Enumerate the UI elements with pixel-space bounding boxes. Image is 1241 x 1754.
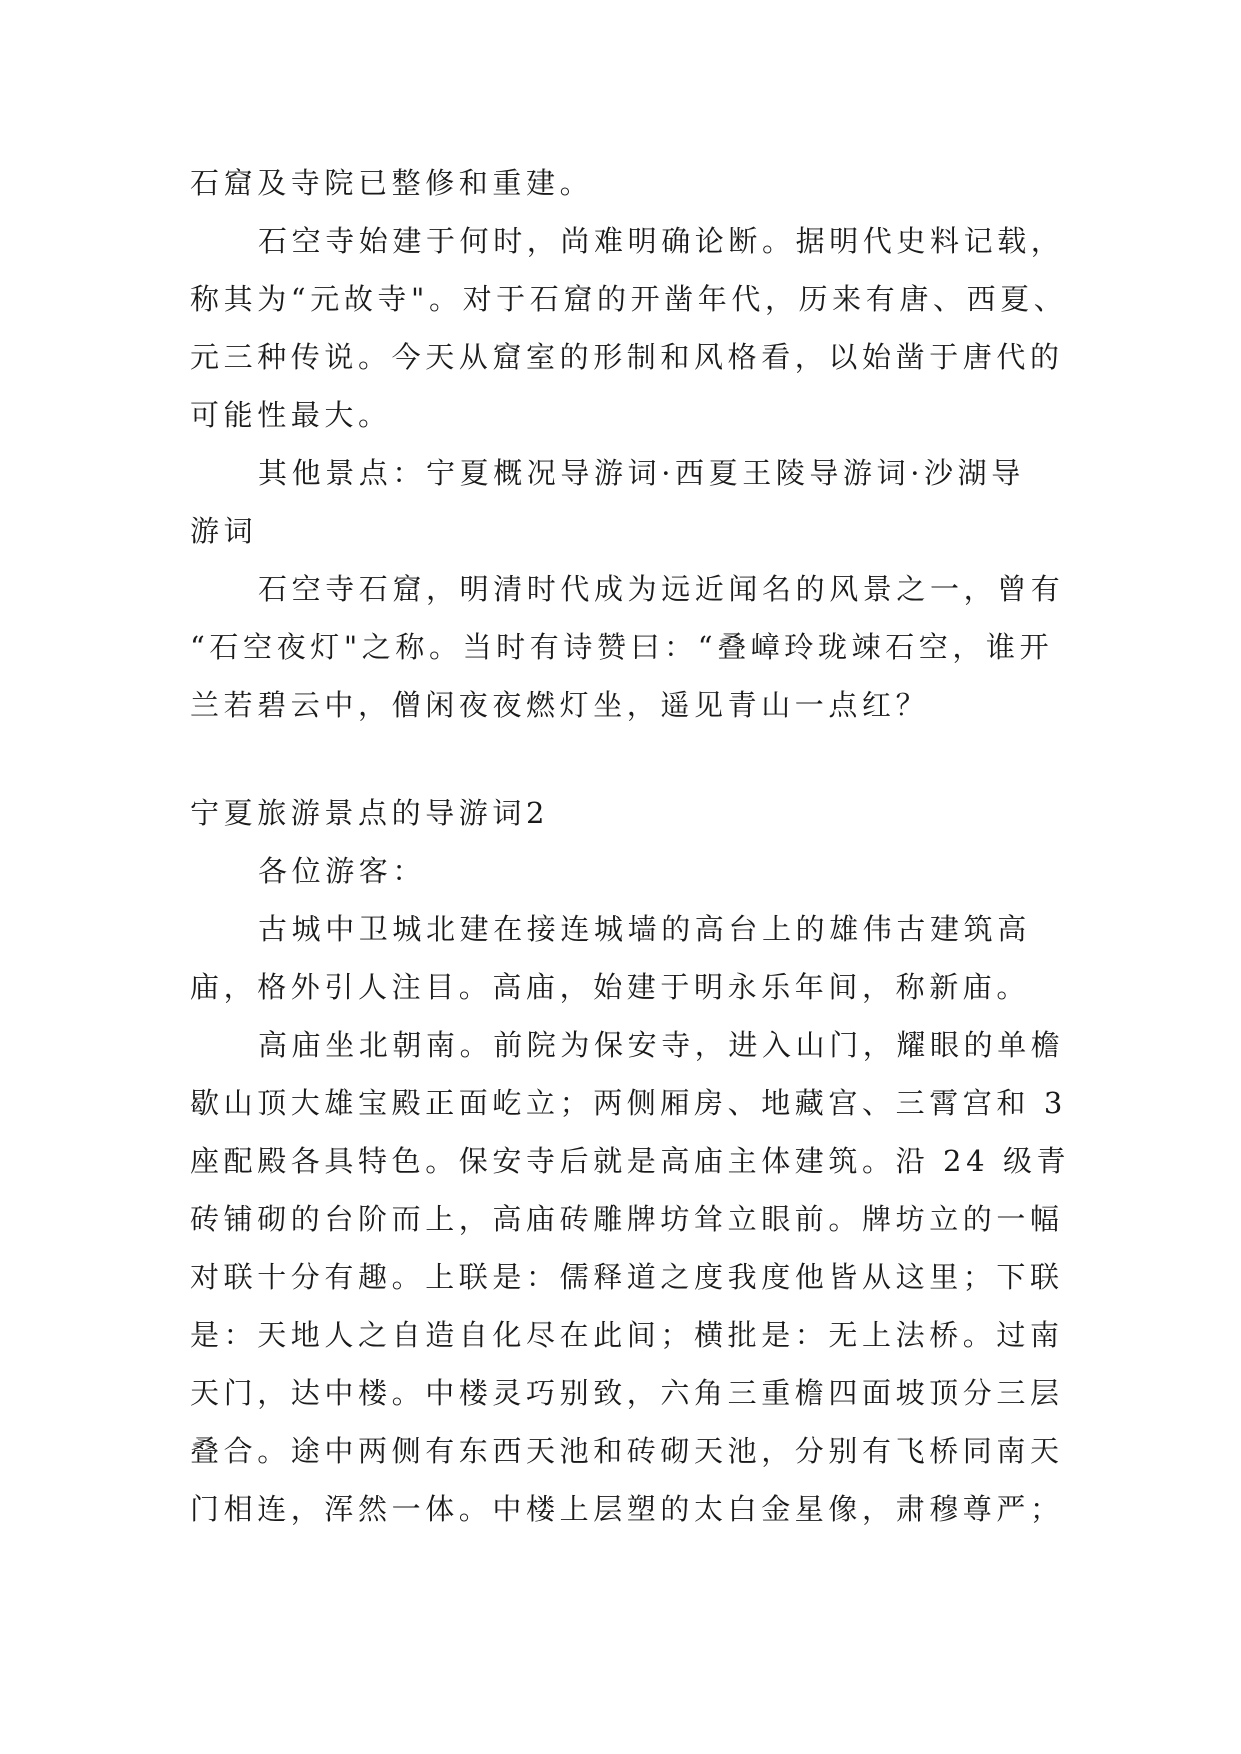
text-line-18: 砖铺砌的台阶而上，高庙砖雕牌坊耸立眼前。牌坊立的一幅 — [190, 1202, 1064, 1236]
text-line-22: 叠合。途中两侧有东西天池和砖砌天池，分别有飞桥同南天 — [190, 1434, 1064, 1468]
text-line-5: 可能性最大。 — [190, 398, 392, 432]
text-line-1: 石窟及寺院已整修和重建。 — [190, 166, 594, 200]
paragraph-start-line: 其他景点：宁夏概况导游词·西夏王陵导游词·沙湖导 — [258, 456, 1025, 490]
text-line-10: 兰若碧云中，僧闲夜夜燃灯坐，遥见青山一点红？ — [190, 688, 930, 722]
greeting-line: 各位游客： — [258, 854, 427, 888]
paragraph-start-line: 高庙坐北朝南。前院为保安寺，进入山门，耀眼的单檐 — [258, 1028, 1065, 1062]
section-title: 宁夏旅游景点的导游词2 — [190, 796, 550, 830]
text-line-3: 称其为“元故寺"。对于石窟的开凿年代，历来有唐、西夏、 — [190, 282, 1068, 316]
text-line-7: 游词 — [190, 514, 258, 548]
text-line-16: 歇山顶大雄宝殿正面屹立；两侧厢房、地藏宫、三霄宫和 3 — [190, 1086, 1067, 1120]
text-line-14: 庙，格外引人注目。高庙，始建于明永乐年间，称新庙。 — [190, 970, 1031, 1004]
text-line-9: “石空夜灯"之称。当时有诗赞曰：“叠嶂玲珑竦石空，谁开 — [190, 630, 1054, 664]
text-line-20: 是：天地人之自造自化尽在此间；横批是：无上法桥。过南 — [190, 1318, 1064, 1352]
paragraph-start-line: 石空寺石窟，明清时代成为远近闻名的风景之一，曾有 — [258, 572, 1065, 606]
paragraph-start-line: 古城中卫城北建在接连城墙的高台上的雄伟古建筑高 — [258, 912, 1031, 946]
text-line-4: 元三种传说。今天从窟室的形制和风格看，以始凿于唐代的 — [190, 340, 1064, 374]
text-line-19: 对联十分有趣。上联是：儒释道之度我度他皆从这里；下联 — [190, 1260, 1064, 1294]
text-line-21: 天门，达中楼。中楼灵巧别致，六角三重檐四面坡顶分三层 — [190, 1376, 1064, 1410]
paragraph-start-line: 石空寺始建于何时，尚难明确论断。据明代史料记载， — [258, 224, 1065, 258]
text-line-23: 门相连，浑然一体。中楼上层塑的太白金星像，肃穆尊严； — [190, 1492, 1064, 1526]
text-line-17: 座配殿各具特色。保安寺后就是高庙主体建筑。沿 24 级青 — [190, 1144, 1071, 1178]
